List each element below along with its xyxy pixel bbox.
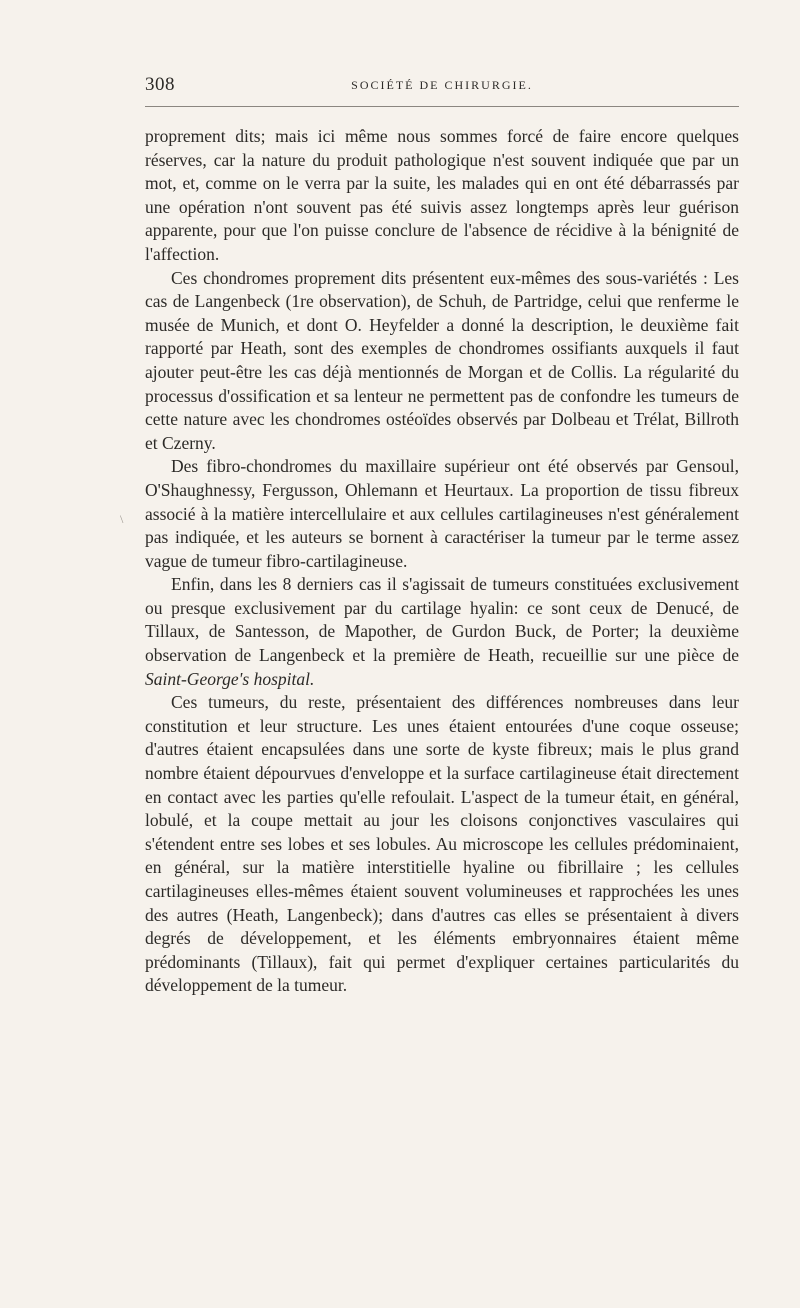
header-rule (145, 106, 739, 107)
paragraph-5: Ces tumeurs, du reste, présentaient des différences nombreuses dans leur constitution et leur structure. Les unes étaient entourées d'une coque osseuse; d'autres étaient encapsulées dans une sorte de kyste fibreux; mais le plus grand nombre étaient dépourvues d'enveloppe et la surface cartilagineuse était directement en contact avec les parties qu'elle refoulait. L'aspect de la tumeur était, en général, lobulé, et la coupe mettait au jour les cloisons conjonctives vasculaires qui s'étendent entre ses lobes et ses lobules. Au microscope les cellules prédominaient, en général, sur la matière interstitielle hyaline ou fibrillaire ; les cellules cartilagineuses elles-mêmes étaient souvent volumineuses et rapprochées les unes des autres (Heath, Langenbeck); dans d'autres cas elles se présentaient à divers degrés de développement, et les éléments embryonnaires étaient même prédominants (Tillaux), fait qui permet d'expliquer certaines particularités du développement de la tumeur. (145, 692, 739, 996)
paragraph-3: Des fibro-chondromes du maxillaire supérieur ont été observés par Gensoul, O'Shaughnessy, Fergusson, Ohlemann et Heurtaux. La proportion de tissu fibreux associé à la matière intercellulaire et aux cellules cartilagineuses n'est généralement pas indiquée, et les auteurs se bornent à caractériser la tumeur par le terme assez vague de tumeur fibro-cartilagineuse. (145, 456, 739, 571)
paragraph-4-text: Enfin, dans les 8 derniers cas il s'agissait de tumeurs constituées exclusivement ou presque exclusivement par du cartilage hyalin: ce sont ceux de Denucé, de Tillaux, de Santesson, de Mapother, de Gurdon Buck, de Porter; la deuxième observation de Langenbeck et la première de Heath, recueillie sur une pièce de (145, 574, 739, 666)
paragraph-1: proprement dits; mais ici même nous sommes forcé de faire encore quelques réserves, car la nature du produit pathologique n'est souvent indiquée que par un mot, et, comme on le verra par la suite, les malades qui en ont été débarrassés par une opération n'ont souvent pas été suivis assez longtemps après leur guérison apparente, pour que l'on puisse conclure de l'absence de récidive à la bénignité de l'affection. (145, 126, 739, 264)
margin-mark: \ (120, 512, 124, 526)
running-head (145, 74, 739, 102)
italic-hospital-name: Saint-George's hospital. (145, 668, 315, 689)
journal-title: SOCIÉTÉ DE CHIRURGIE. (351, 78, 533, 92)
paragraph-4 (145, 573, 739, 691)
paragraph-2: Ces chondromes proprement dits présentent eux-mêmes des sous-variétés : Les cas de Langenbeck (1re observation), de Schuh, de Partridge, celui que renferme le musée de Munich, et dont O. Heyfelder a donné la description, le deuxième fait rapporté par Heath, sont des exemples de chondromes ossifiants auxquels il faut ajouter peut-être les cas déjà mentionnés de Morgan et de Collis. La régularité du processus d'ossification et sa lenteur ne permettent pas de confondre les tumeurs de cette nature avec les chondromes ostéoïdes observés par Dolbeau et Trélat, Billroth et Czerny. (145, 267, 739, 453)
body-text (145, 125, 739, 998)
page-number: 308 (145, 74, 175, 95)
